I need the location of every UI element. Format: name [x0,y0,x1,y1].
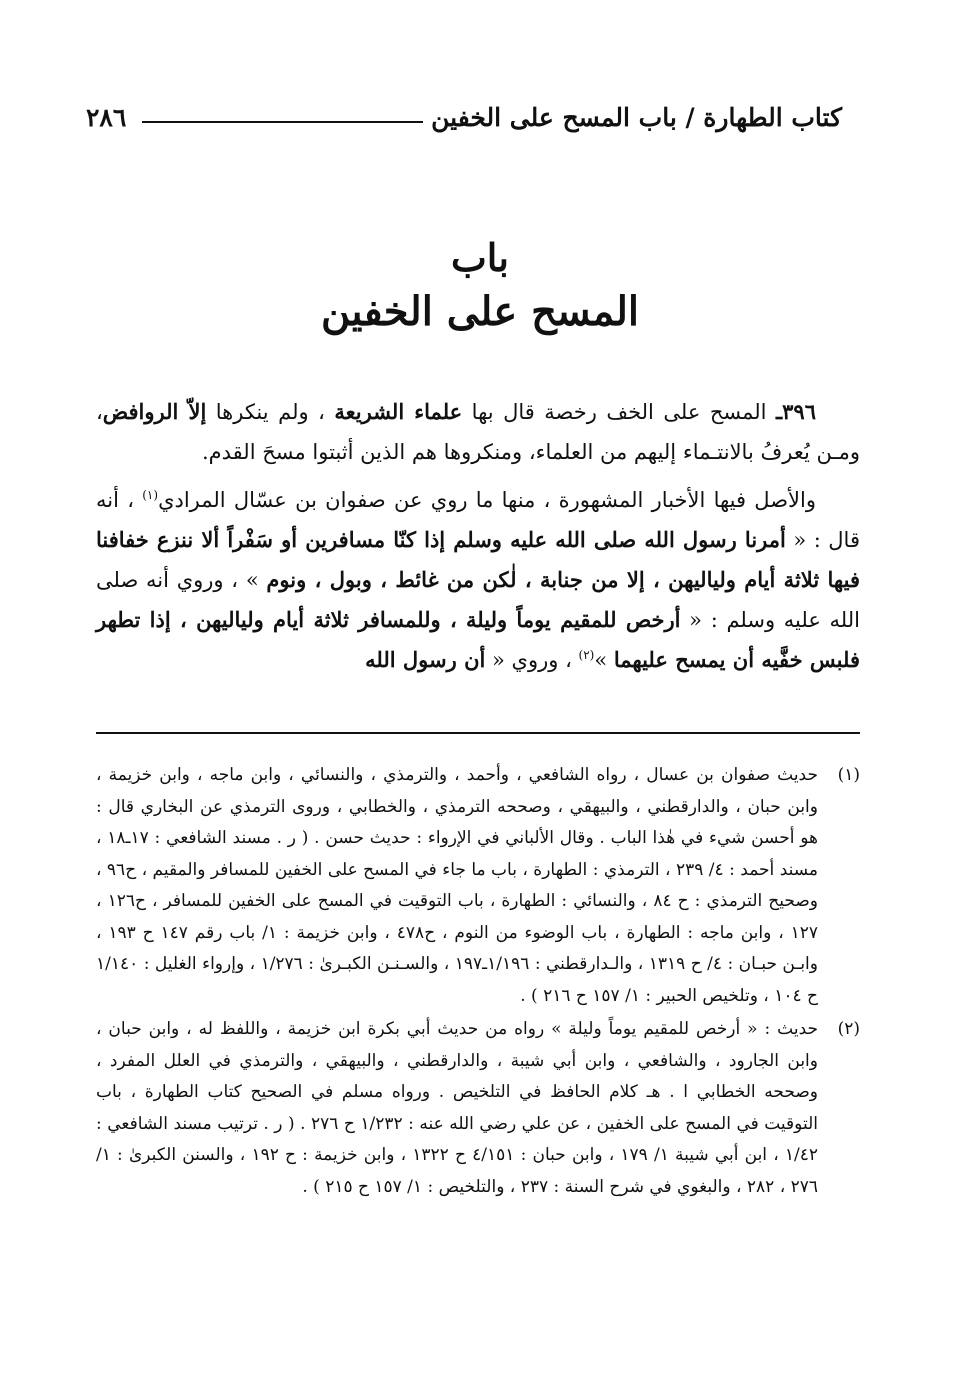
chapter-heading [0,232,960,340]
header-rule [142,121,423,123]
footnote-1 [96,760,860,1012]
chapter-heading-line1: باب [451,235,509,280]
hadith-quote: أن رسول الله [365,647,486,672]
footnote-2 [96,1014,860,1203]
footnote-ref-1[interactable]: (١) [142,488,159,502]
main-text [96,392,860,680]
footnote-text: حديث صفوان بن عسال ، رواه الشافعي ، وأحمد ، والترمذي ، والنسائي ، وابن ماجه ، وابن خزيمة ، وابن حبان ، والدارقطني ، والبيهقي ، وصححه الترمذي ، والخطابي ، وروى الترمذي عن البخاري قال : هو أحسن شيء في هٰذا الباب . وقال الألباني في الإرواء : حديث حسن . ( ر . مسند الشافعي : ١٧ـ١٨ ، مسند أحمد : ٤/ ٢٣٩ ، الترمذي : الطهارة ، باب ما جاء في المسح على الخفين للمسافر والمقيم ، ح٩٦ ، وصحيح الترمذي : ح ٨٤ ، والنسائي : الطهارة ، باب التوقيت في المسح على الخفين للمسافر ، ح١٢٦ ، ١٢٧ ، وابن ماجه : الطهارة ، باب الوضوء من النوم ، ح٤٧٨ ، وابن خزيمة : ١/ باب رقم ١٤٧ ح ١٩٣ ، وابـن حبـان : ٤/ ح ١٣١٩ ، والـدارقطني : ١/١٩٦ـ١٩٧ ، والسـنـن الكبـرىٰ : ١/٢٧٦ ، وإرواء الغليل : ١/١٤٠ ح ١٠٤ ، وتلخيص الحبير : ١/ ١٥٧ ح ٢١٦ ) . [96,765,819,1006]
hadith-quote: أرخص للمقيم يوماً وليلة ، وللمسافر ثلاثة أيام ولياليهن ، إذا تطهر فلبس خفَّيه أن يمسح عليهما [96,607,860,672]
text-run: ، ولم ينكرها [206,400,335,424]
page-number: ٢٨٦ [86,103,127,132]
text-run: ، ومـن يُعرفُ بالانتـماء إليهم من العلماء، ومنكروها هم الذين أثبتوا مسحَ القدم. [96,400,860,464]
running-header-title: كتاب الطهارة / باب المسح على الخفين [431,103,842,132]
footnote-ref-2[interactable]: (٢) [578,648,595,662]
paragraph-number: ٣٩٦ـ [776,399,816,424]
running-header [86,92,842,132]
footnote-number: (١) [837,765,860,785]
chapter-heading-line2: المسح على الخفين [320,288,640,335]
footnote-text: حديث : « أرخص للمقيم يوماً وليلة » رواه من حديث أبي بكرة ابن خزيمة ، واللفظ له ، وابن حبان ، وابن الجارود ، والشافعي ، وابن أبي شيبة ، والدارقطني ، والبيهقي ، والترمذي في العلل المفرد ، وصححه الخطابي ا . هـ كلام الحافظ في التلخيص . ورواه مسلم في الصحيح كتاب الطهارة ، باب التوقيت في المسح على الخفين ، عن علي رضي الله عنه : ١/٢٣٢ ح ٢٧٦ . ( ر . ترتيب مسند الشافعي : ١/٤٢ ، ابن أبي شيبة ١/ ١٧٩ ، وابن حبان : ٤/١٥١ ح ١٣٢٢ ، وابن خزيمة : ح ١٩٢ ، والسنن الكبرىٰ : ١/ ٢٧٦ ، ٢٨٢ ، والبغوي في شرح السنة : ٢٣٧ ، والتلخيص : ١/ ١٥٧ ح ٢١٥ ) . [96,1019,818,1197]
bold-run: إلاّ الروافض [102,399,207,424]
text-run: » ، وروي أنه صلى الله عليه وسلم : « [96,568,860,632]
hadith-quote: أمرنا رسول الله صلى الله عليه وسلم إذا كنّا مسافرين أو سَفْراً ألا ننزع خفافنا فيها ثلاثة أيام ولياليهن ، إلا من جنابة ، لٰكن من غائط ، وبول ، ونوم [96,527,860,592]
text-run: ، وروي « [485,648,579,672]
footnote-number: (٢) [837,1019,860,1039]
text-run: » [594,648,614,672]
bold-run: علماء الشريعة [334,399,463,424]
text-run: المسح على الخف رخصة قال بها [462,400,776,424]
paragraph-396 [96,392,860,472]
paragraph-evidence [96,480,860,680]
text-run: والأصل فيها الأخبار المشهورة ، منها ما روي عن صفوان بن عسّال المرادي [158,488,816,512]
footnotes [96,760,860,1203]
footnote-separator [96,732,860,734]
text-run: ، أنه قال : « [96,488,860,552]
